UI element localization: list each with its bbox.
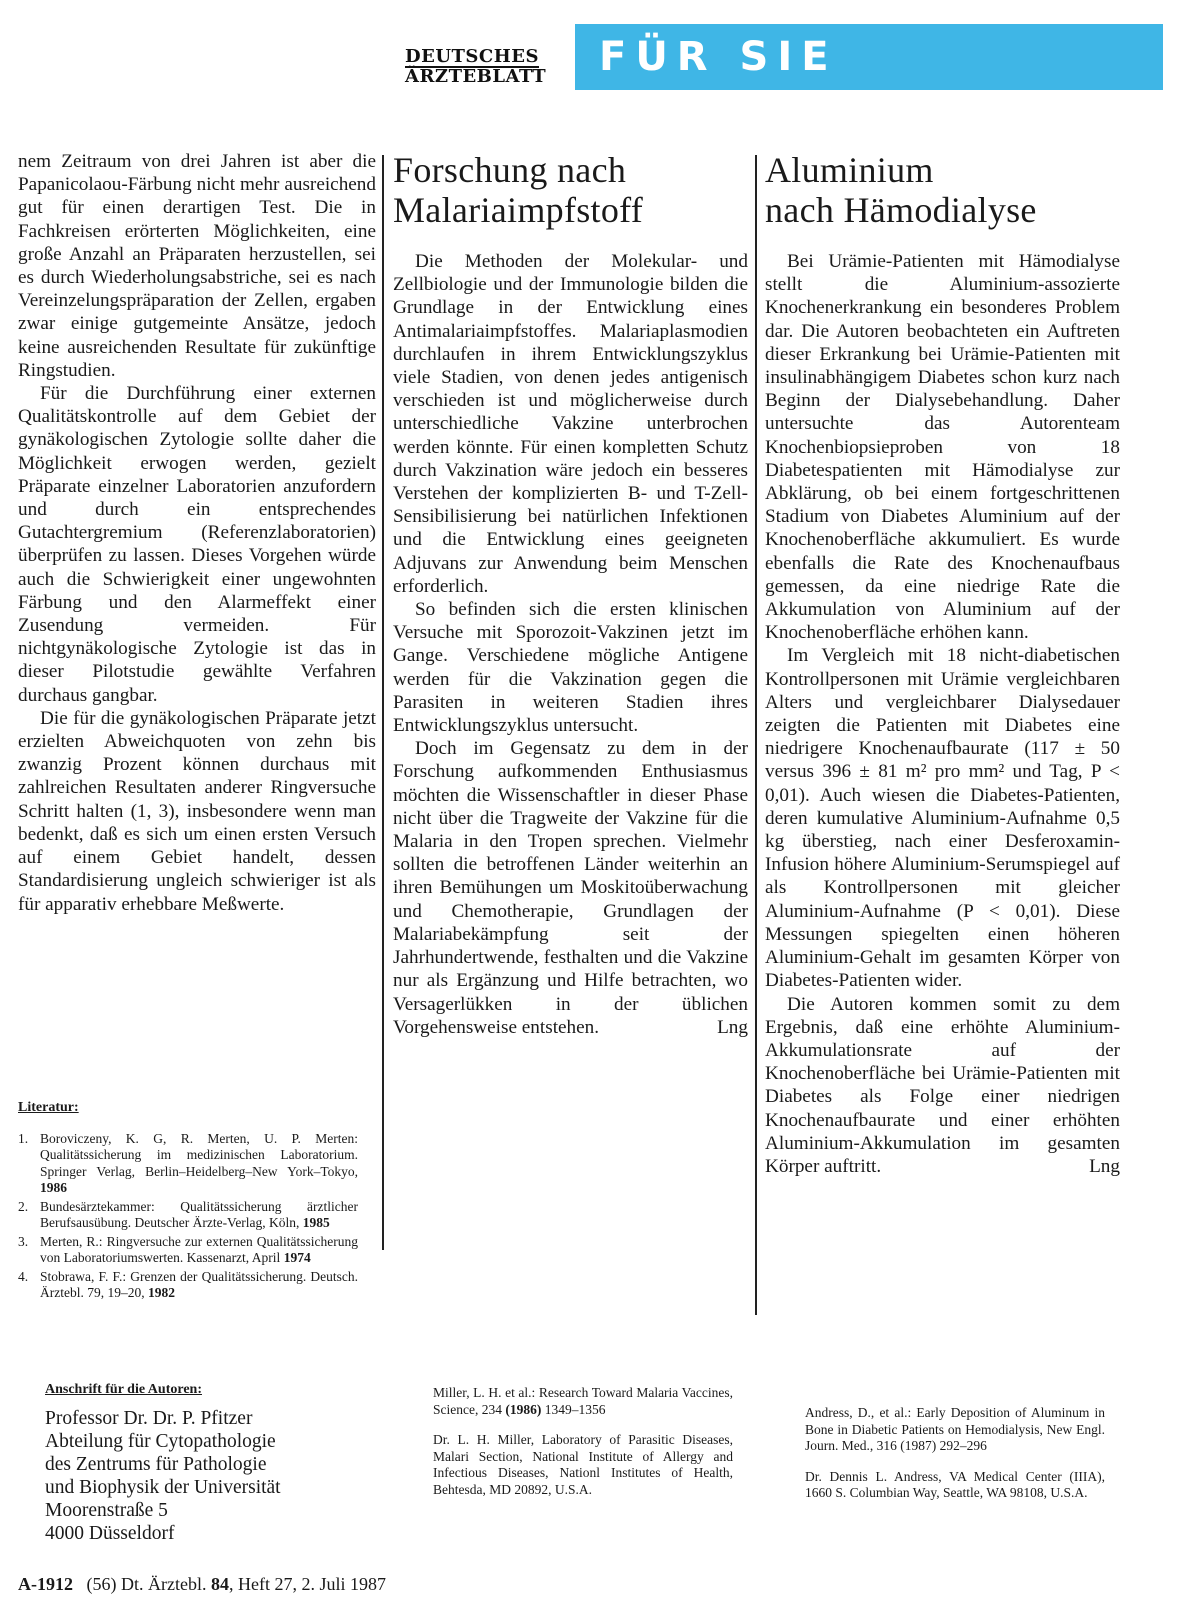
page-code: A-1912 <box>18 1574 73 1594</box>
source-citation: Andress, D., et al.: Early Deposition of Aluminum in Bone in Diabetic Patients on Hemodialysis, New Engl. Journ. Med., 316 (1987) 292–296 <box>805 1405 1105 1453</box>
body-paragraph: Die für die gynäkologischen Präparate jetzt erzielten Abweichquoten von zehn bis zwanzig Prozent können durchaus mit zahlreichen Resultaten anderer Ringversuche Schritt halten (1, 3), insbesondere wenn man bedenkt, daß es sich um einen ersten Versuch auf einem Gebiet handelt, dessen Standardisierung ungleich schwieriger ist als für apparativ erhebbare Meßwerte. <box>18 707 376 915</box>
body-paragraph: Die Methoden der Molekular- und Zellbiologie und der Immunologie bilden die Grundlage in der Entwicklung eines Antimalariaimpfstoffes. Malariaplasmodien durchlaufen in ihrem Entwicklungszyklus viele Stadien, von denen jedes antigenisch verschieden ist und möglicherweise durch unterschiedliche Vakzine unterbrochen werden könnte. Für einen kompletten Schutz durch Vakzination wäre jedoch ein besseres Verstehen der komplizierten B- und T-Zell-Sensibilisierung bei natürlichen Infektionen und die Entwicklung eines geeigneten Adjuvans zur Anwendung beim Menschen erforderlich. <box>393 251 748 597</box>
author-address <box>45 1407 365 1545</box>
headline-line: Forschung nach <box>393 150 627 190</box>
aluminium-article <box>765 150 1120 1178</box>
body-paragraph: So befinden sich die ersten klinischen Versuche mit Sporozoit-Vakzinen jetzt im Gange. Verschiedene mögliche Antigene werden für die Vakzination gegen die Parasiten in weiteren Stadien ihres Entwicklungszyklus untersucht. <box>393 599 748 737</box>
headline-line: Malariaimpfstoff <box>393 190 644 230</box>
paragraph-text: Doch im Gegensatz zu dem in der Forschung aufkommenden Enthusiasmus möchten die Wissenschaftler in dieser Phase nicht über die Tragweite der Vakzine für die Malaria in den Tropen sprechen. Vielmehr sollten die betroffenen Länder weiterhin an ihren Bemühungen um Moskitoüberwachung und Chemotherapie, Grundlagen der Malariabekämpfung seit der Jahrhundertwende, festhalten und die Vakzine nur als Ergänzung und Hilfe betrachten, wo Versagerlükken in der üblichen Vorgehensweise entstehen. <box>393 738 748 1038</box>
address-heading: Anschrift für die Autoren: <box>45 1382 202 1397</box>
headline-line: nach Hämodialyse <box>765 190 1037 230</box>
body-paragraph: Im Vergleich mit 18 nicht-diabetischen Kontrollpersonen mit Urämie vergleichbaren Alters und vergleichbarer Dialysedauer zeigten die Patienten mit Diabetes eine niedrigere Knochenaufbaurate (117 ± 50 versus 396 ± 81 m² pro mm² und Tag, P < 0,01). Auch wiesen die Diabetes-Patienten, deren kumulative Aluminium-Aufnahme 0,5 kg überstieg, nach einer Desferoxamin-Infusion höhere Aluminium-Serumspiegel auf als Kontrollpersonen mit gleicher Aluminium-Aufnahme (P < 0,01). Diese Messungen spiegelten einen höheren Aluminium-Gehalt im gesamten Körper von Diabetes-Patienten wider. <box>765 645 1120 992</box>
body-paragraph: Bei Urämie-Patienten mit Hämodialyse stellt die Aluminium-assozierte Knochenerkrankung ein besonderes Problem dar. Die Autoren beobachteten ein Auftreten dieser Erkrankung bei Urämie-Patienten mit insulinabhängigem Diabetes schon kurz nach Beginn der Dialysebehandlung. Daher untersuchte das Autorenteam Knochenbiopsieproben von 18 Diabetespatienten mit Hämodialyse zur Abklärung, ob bei einem fortgeschrittenen Stadium von Diabetes Aluminium auf der Knochenoberfläche akkumuliert. Es wurde ebenfalls die Rate des Knochenaufbaus gemessen, da eine niedrige Rate die Akkumulation von Aluminium auf der Knochenoberfläche erhöhen kann. <box>765 251 1120 644</box>
body-paragraph <box>393 737 748 1039</box>
page-footer <box>18 1573 386 1595</box>
reference-text: Boroviczeny, K. G, R. Merten, U. P. Merten: Qualitätssicherung im medizinischen Laboratorium. Springer Verlag, Berlin–Heidelberg–New York–Tokyo, <box>40 1130 358 1179</box>
citation-text: Miller, L. H. et al.: Research Toward Malaria Vaccines, Science, 234 <box>433 1385 733 1417</box>
journal-issue: , Heft 27, 2. Juli 1987 <box>228 1574 386 1594</box>
address-line: des Zentrums für Pathologie <box>45 1454 267 1475</box>
aluminium-source-note <box>805 1405 1105 1516</box>
body-paragraph: Für die Durchführung einer externen Qualitätskontrolle auf dem Gebiet der gynäkologischen Zytologie sollte daher die Möglichkeit erwogen werden, gezielt Präparate einzelner Laboratorien anzufordern und durch ein entsprechendes Gutachtergremium (Referenzlaboratorien) überprüfen zu lassen. Dieses Vorgehen würde auch die Schwierigkeit einer ungewohnten Färbung und den Alarmeffekt einer Zusendung vermeiden. Für nichtgynäkologische Zytologie ist das in dieser Pilotstudie gewählte Verfahren durchaus gangbar. <box>18 383 376 706</box>
address-line: Professor Dr. Dr. P. Pfitzer <box>45 1408 253 1429</box>
body-paragraph: nem Zeitraum von drei Jahren ist aber die Papanicolaou-Färbung nicht mehr ausreichend gut für einen derartigen Test. Die in Fachkreisen erörterten Möglichkeiten, eine große Anzahl an Präparaten herzustellen, sei es durch Wiederholungsabstriche, sei es nach Vereinzelungspräparation der Zellen, ergaben zwar einige gutgemeinte Ansätze, jedoch keine ausreichenden Resultate für zukünftige Ringstudien. <box>18 151 376 381</box>
section-banner: FÜR SIE REFERIERT <box>575 24 1163 90</box>
reference-number: 1. <box>18 1130 29 1146</box>
reference-text: Bundesärztekammer: Qualitätssicherung ärztlicher Berufsausübung. Deutscher Ärzte-Verlag, Köln, <box>40 1198 358 1230</box>
reference-item <box>18 1199 358 1232</box>
source-contact: Dr. L. H. Miller, Laboratory of Parasitic Diseases, Malari Section, National Institute of Allergy and Infectious Diseases, Nationl Institutes of Health, Behtesda, MD 20892, U.S.A. <box>433 1432 733 1497</box>
headline-line: Aluminium <box>765 150 934 190</box>
references-section <box>18 1100 358 1304</box>
page-number: (56) <box>86 1574 117 1594</box>
masthead-logo <box>405 48 565 86</box>
journal-volume: 84 <box>210 1574 229 1594</box>
masthead-line1: DEUTSCHES <box>405 46 539 67</box>
author-signoff: Lng <box>1089 1155 1120 1177</box>
reference-item <box>18 1269 358 1302</box>
citation-pages: 1349–1356 <box>544 1401 606 1417</box>
citation-year: (1986) <box>505 1401 542 1417</box>
address-line: Moorenstraße 5 <box>45 1500 168 1521</box>
reference-year: 1985 <box>302 1215 330 1230</box>
address-line: und Biophysik der Universität <box>45 1477 281 1498</box>
malaria-source-note <box>433 1385 733 1512</box>
reference-item <box>18 1131 358 1197</box>
reference-number: 2. <box>18 1198 29 1214</box>
reference-item <box>18 1234 358 1267</box>
source-contact: Dr. Dennis L. Andress, VA Medical Center (IIIA), 1660 S. Columbian Way, Seattle, WA 98108, U.S.A. <box>805 1468 1105 1500</box>
reference-text: Merten, R.: Ringversuche zur externen Qualitätssicherung von Laboratoriumswerten. Kassenarzt, April <box>40 1233 358 1265</box>
source-citation <box>433 1385 733 1418</box>
reference-year: 1986 <box>40 1180 67 1195</box>
article-headline <box>393 150 748 230</box>
author-signoff: Lng <box>717 1016 748 1038</box>
paragraph-text: Die Autoren kommen somit zu dem Ergebnis, daß eine erhöhte Aluminium-Akkumulationsrate auf der Knochenoberfläche bei Urämie-Patienten mit Diabetes als Folge einer niedrigen Knochenaufbaurate und einer erhöhten Aluminium-Akkumulation im gesamten Körper auftritt. <box>765 993 1120 1177</box>
reference-year: 1974 <box>283 1250 311 1265</box>
address-line: 4000 Düsseldorf <box>45 1523 175 1544</box>
body-paragraph <box>765 993 1120 1179</box>
address-line: Abteilung für Cytopathologie <box>45 1431 276 1452</box>
malaria-article <box>393 150 748 1039</box>
reference-text: Stobrawa, F. F.: Grenzen der Qualitätssicherung. Deutsch. Ärztebl. 79, 19–20, <box>40 1268 358 1300</box>
column-divider <box>755 155 757 1315</box>
references-heading: Literatur: <box>18 1100 79 1115</box>
reference-year: 1982 <box>147 1285 175 1300</box>
reference-number: 4. <box>18 1268 29 1284</box>
article-headline <box>765 150 1120 230</box>
masthead-line2: ÄRZTEBLATT <box>405 66 547 87</box>
reference-number: 3. <box>18 1233 29 1249</box>
journal-name: Dt. Ärztebl. <box>121 1574 207 1594</box>
references-list <box>18 1131 358 1302</box>
article-continuation-column <box>18 150 376 916</box>
column-divider <box>382 155 384 1250</box>
